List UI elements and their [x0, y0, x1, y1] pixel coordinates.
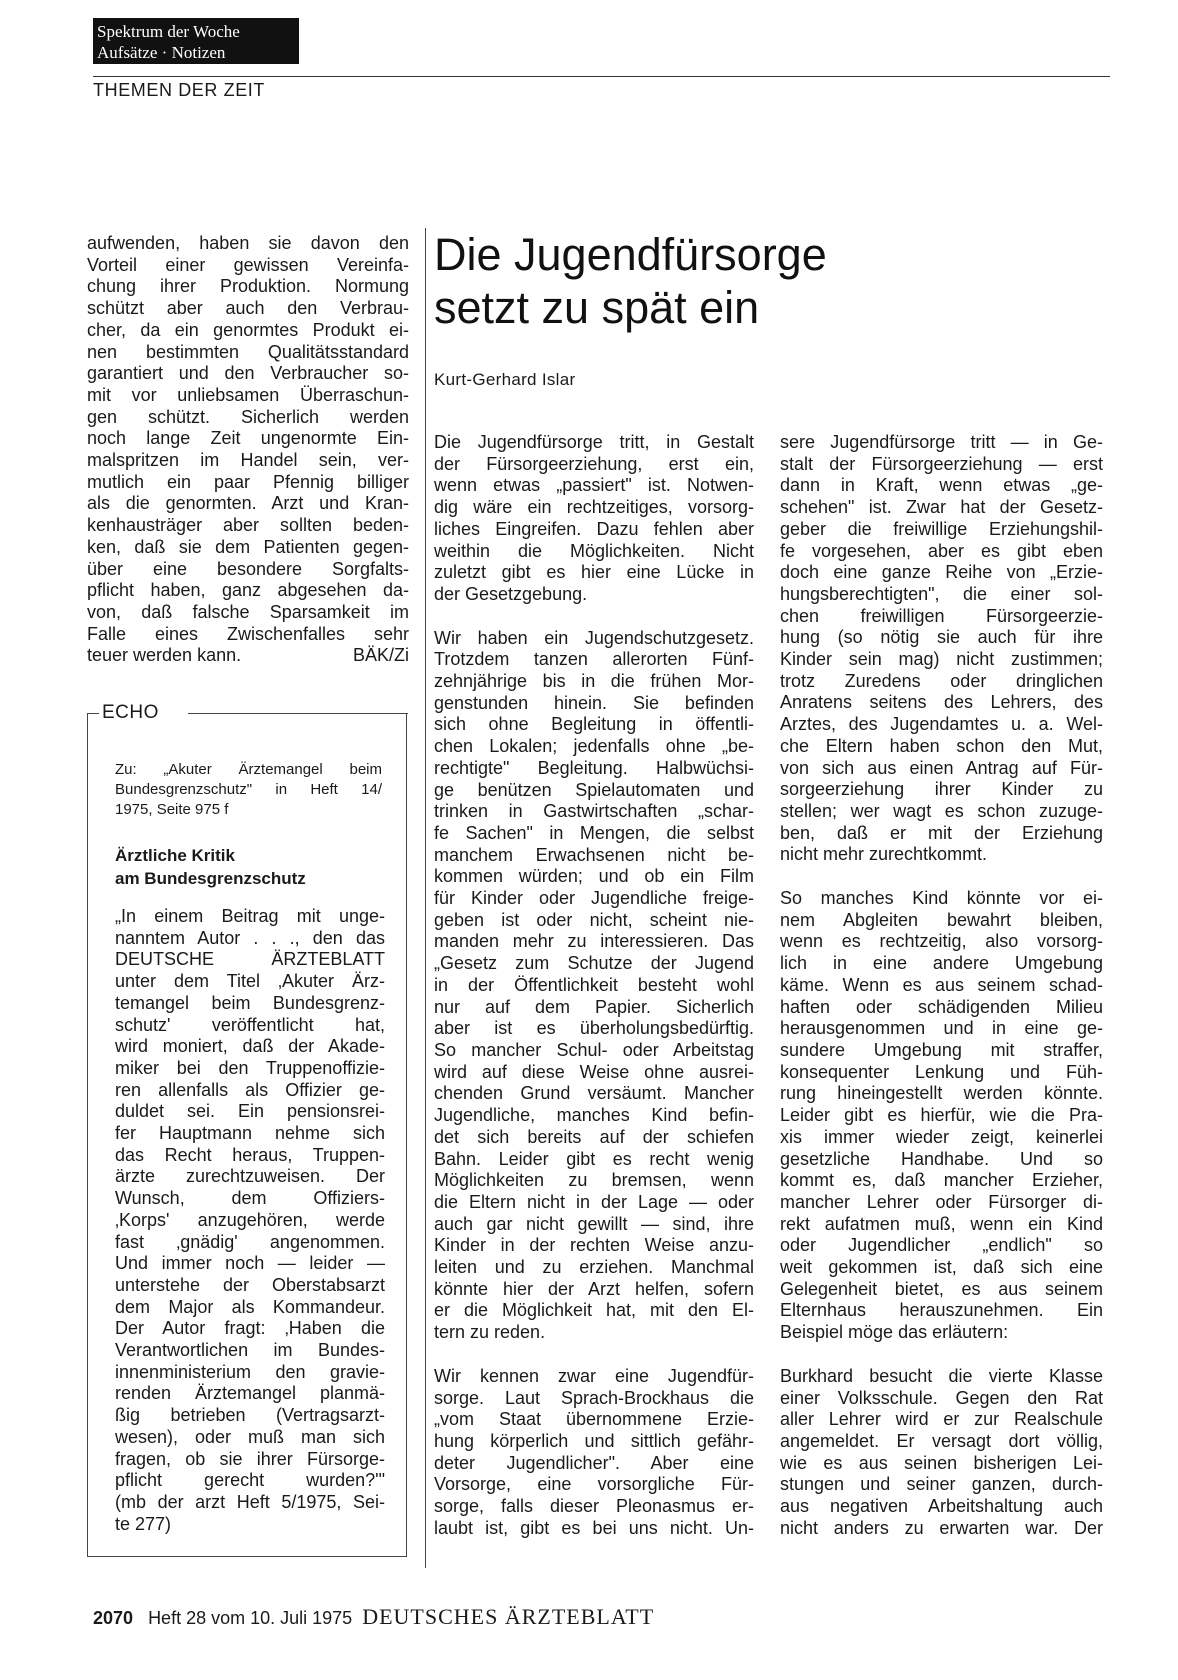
- text-line: nanntem Autor . . ., den das: [115, 927, 385, 948]
- echo-reference: [115, 760, 382, 820]
- text-line: Kinder in der rechten Weise anzu-: [434, 1235, 754, 1256]
- text-line: trotz Zuredens oder dringlichen: [780, 670, 1103, 691]
- left-article-last-line: teuer werden kann.: [87, 645, 242, 666]
- masthead: [93, 18, 299, 64]
- text-line: ge benützen Spielautomaten und: [434, 779, 754, 800]
- text-line: Kinder sein mag) nicht zustimmen;: [780, 649, 1103, 670]
- text-line: zuletzt gibt es hier eine Lücke in: [434, 562, 754, 583]
- text-line: liches Eingreifen. Dazu fehlen aber: [434, 518, 754, 539]
- header-rule: [93, 76, 1110, 77]
- text-line: ken, daß sie dem Patienten gegen-: [87, 536, 409, 557]
- text-line: dann in Kraft, wenn etwas „ge-: [780, 475, 1103, 496]
- text-line: malspritzen im Handel sein, ver-: [87, 450, 409, 471]
- text-line: sorge. Laut Sprach-Brockhaus die: [434, 1387, 754, 1408]
- text-line: die Eltern nicht in der Lage — oder: [434, 1191, 754, 1212]
- text-line: Jugendliche, manches Kind befin-: [434, 1105, 754, 1126]
- text-line: leiten und zu erziehen. Manchmal: [434, 1257, 754, 1278]
- text-line: doch eine ganze Reihe von „Erzie-: [780, 562, 1103, 583]
- text-line: temangel beim Bundesgrenz-: [115, 992, 385, 1013]
- text-line: ‚Korps' anzugehören, werde: [115, 1209, 385, 1230]
- left-article-last-row: [87, 645, 409, 667]
- text-line: Trotzdem tanzen allerorten Fünf-: [434, 649, 754, 670]
- text-line: Bahn. Leider gibt es recht wenig: [434, 1148, 754, 1169]
- text-line: Arztes, des Jugendamtes u. a. Wel-: [780, 714, 1103, 735]
- text-line: noch lange Zeit ungenormte Ein-: [87, 428, 409, 449]
- text-line: hung körperlich und sittlich gefähr-: [434, 1430, 754, 1451]
- article-paragraph: [434, 1366, 754, 1540]
- text-line: Möglichkeiten zu bremsen, wenn: [434, 1170, 754, 1191]
- text-line: haften oder schädigenden Milieu: [780, 996, 1103, 1017]
- text-line: Zu: „Akuter Ärztemangel beim: [115, 761, 382, 778]
- page-number: 2070: [93, 1608, 134, 1628]
- text-line: So manches Kind könnte vor ei-: [780, 888, 1103, 909]
- text-line: gen schützt. Sicherlich werden: [87, 406, 409, 427]
- article-title-line-2: setzt zu spät ein: [434, 282, 760, 333]
- text-line: laubt ist, gibt es bei uns nicht. Un-: [434, 1517, 754, 1538]
- left-article-signature: BÄK/Zi: [352, 645, 409, 666]
- echo-heading: [115, 844, 306, 890]
- text-line: innenministerium den gravie-: [115, 1361, 385, 1382]
- article-author: Kurt-Gerhard Islar: [434, 370, 576, 389]
- echo-paragraph: [115, 906, 385, 1535]
- text-line: deter Jugendlicher". Aber eine: [434, 1452, 754, 1473]
- text-line: weit gekommen ist, daß sich eine: [780, 1257, 1103, 1278]
- left-article-paragraph: [87, 233, 409, 645]
- text-line: Vorteil einer gewissen Vereinfa-: [87, 254, 409, 275]
- text-line: kenhausträger aber sollten beden-: [87, 515, 409, 536]
- text-line: wenn etwas „passiert" ist. Notwen-: [434, 475, 754, 496]
- text-line: mancher Lehrer oder Fürsorger di-: [780, 1191, 1103, 1212]
- text-line: fast ‚gnädig' angenommen.: [115, 1231, 385, 1252]
- text-line: kommt es, daß mancher Erzieher,: [780, 1170, 1103, 1191]
- article-middle-column: [434, 432, 754, 1539]
- text-line: sorgeerziehung ihrer Kinder zu: [780, 779, 1103, 800]
- column-divider: [425, 228, 426, 1568]
- text-line: rung hineingestellt werden könnte.: [780, 1083, 1103, 1104]
- text-line: wird moniert, daß der Akade-: [115, 1036, 385, 1057]
- text-line: fragen, ob sie ihrer Fürsorge-: [115, 1448, 385, 1469]
- text-line: er die Möglichkeit hat, mit den El-: [434, 1300, 754, 1321]
- text-line: dig wäre ein rechtzeitiges, vorsorg-: [434, 497, 754, 518]
- text-line: unter dem Titel ‚Akuter Ärz-: [115, 971, 385, 992]
- text-line: von sich aus einen Antrag auf Für-: [780, 757, 1103, 778]
- text-line: (mb der arzt Heft 5/1975, Sei-: [115, 1491, 385, 1512]
- text-line: käme. Wenn es aus seinem schad-: [780, 974, 1103, 995]
- text-line: schutz' veröffentlicht hat,: [115, 1014, 385, 1035]
- text-line: rechtigte" Begleitung. Halbwüchsi-: [434, 757, 754, 778]
- text-line: Wir kennen zwar eine Jugendfür-: [434, 1365, 754, 1386]
- text-line: Gelegenheit bietet, es aus seinem: [780, 1278, 1103, 1299]
- text-line: fe Sachen" in Mengen, die selbst: [434, 822, 754, 843]
- text-line: chung ihrer Produktion. Normung: [87, 276, 409, 297]
- text-line: aber ist es überholungsbedürftig.: [434, 1018, 754, 1039]
- text-line: det sich bereits auf der schiefen: [434, 1126, 754, 1147]
- text-line: das Recht heraus, Truppen-: [115, 1144, 385, 1165]
- text-line: mit vor unliebsamen Überraschun-: [87, 384, 409, 405]
- article-paragraph: [780, 888, 1103, 1344]
- text-line: Falle eines Zwischenfalles sehr: [87, 623, 409, 644]
- text-line: nen bestimmten Qualitätsstandard: [87, 341, 409, 362]
- masthead-line-1: Spektrum der Woche: [97, 22, 240, 41]
- text-line: wird auf diese Weise ohne ausrei-: [434, 1061, 754, 1082]
- text-line: wesen), oder muß man sich: [115, 1426, 385, 1447]
- text-line: Burkhard besucht die vierte Klasse: [780, 1365, 1103, 1386]
- text-line: Leider gibt es hierfür, wie die Pra-: [780, 1105, 1103, 1126]
- article-right-column: [780, 432, 1103, 1539]
- text-line: tern zu reden.: [434, 1322, 546, 1343]
- text-line: hungsberechtigten", die einer sol-: [780, 583, 1103, 604]
- text-line: ärzte zurechtzuweisen. Der: [115, 1166, 385, 1187]
- text-line: nicht anders zu erwarten war. Der: [780, 1517, 1103, 1538]
- text-line: chenden Grund versäumt. Mancher: [434, 1083, 754, 1104]
- text-line: pflicht gerecht wurden?'": [115, 1470, 385, 1491]
- section-title: THEMEN DER ZEIT: [93, 80, 266, 100]
- echo-body: [115, 906, 385, 1535]
- text-line: ren allenfalls als Offizier ge-: [115, 1079, 385, 1100]
- text-line: duldet sei. Ein pensionsrei-: [115, 1101, 385, 1122]
- text-line: Anratens seitens des Lehrers, des: [780, 692, 1103, 713]
- text-line: lich in eine andere Umgebung: [780, 953, 1103, 974]
- text-line: trinken in Gastwirtschaften „schar-: [434, 801, 754, 822]
- text-line: geber die freiwillige Erziehungshil-: [780, 518, 1103, 539]
- text-line: nem Abgleiten bewahrt bleiben,: [780, 909, 1103, 930]
- article-paragraph: [780, 1366, 1103, 1540]
- echo-heading-line-2: am Bundesgrenzschutz: [115, 869, 306, 888]
- text-line: für Kinder oder Jugendliche freige-: [434, 888, 754, 909]
- text-line: renden Ärztemangel planmä-: [115, 1383, 385, 1404]
- echo-label: ECHO: [102, 702, 159, 723]
- page-footer: [93, 1604, 654, 1630]
- text-line: Wir haben ein Jugendschutzgesetz.: [434, 627, 754, 648]
- text-line: „In einem Beitrag mit unge-: [115, 906, 385, 926]
- text-line: gesetzliche Handhabe. Und so: [780, 1148, 1103, 1169]
- text-line: stellen; wer wagt es schon zuzuge-: [780, 800, 1103, 821]
- paragraph-gap: [780, 1344, 1103, 1366]
- article-paragraph: [434, 628, 754, 1344]
- text-line: chen Lokalen; jedenfalls ohne „be-: [434, 736, 754, 757]
- text-line: der Gesetzgebung.: [434, 583, 588, 604]
- text-line: Und immer noch — leider —: [115, 1253, 385, 1274]
- text-line: wenn es rechtzeitig, also vorsorg-: [780, 931, 1103, 952]
- text-line: sere Jugendfürsorge tritt — in Ge-: [780, 432, 1103, 452]
- text-line: manden mehr zu interessieren. Das: [434, 931, 754, 952]
- text-line: hung (so nötig sie auch für ihre: [780, 627, 1103, 648]
- paragraph-gap: [780, 866, 1103, 888]
- text-line: sundere Umgebung mit straffer,: [780, 1039, 1103, 1060]
- text-line: Verantwortlichen im Bundes-: [115, 1340, 385, 1361]
- text-line: miker bei den Truppenoffizie-: [115, 1057, 385, 1078]
- text-line: nicht mehr zurechtkommt.: [780, 844, 988, 865]
- masthead-line-2: Aufsätze · Notizen: [97, 43, 226, 62]
- text-line: DEUTSCHE ÄRZTEBLATT: [115, 949, 385, 970]
- text-line: Die Jugendfürsorge tritt, in Gestalt: [434, 432, 754, 452]
- text-line: der Fürsorgeerziehung, erst ein,: [434, 453, 754, 474]
- text-line: oder Jugendlicher „endlich" so: [780, 1235, 1103, 1256]
- text-line: konsequenter Lenkung und Füh-: [780, 1061, 1103, 1082]
- text-line: 1975, Seite 975 f: [115, 801, 229, 818]
- text-line: dem Major als Kommandeur.: [115, 1296, 385, 1317]
- text-line: pflicht haben, ganz abgesehen da-: [87, 580, 409, 601]
- text-line: che Eltern haben schon den Mut,: [780, 735, 1103, 756]
- text-line: stungen und seiner ganzen, durch-: [780, 1474, 1103, 1495]
- text-line: schehen" ist. Zwar hat der Gesetz-: [780, 497, 1103, 518]
- text-line: „Gesetz zum Schutze der Jugend: [434, 953, 754, 974]
- text-line: Bundesgrenzschutz" in Heft 14/: [115, 781, 382, 798]
- text-line: te 277): [115, 1513, 172, 1534]
- text-line: stalt der Fürsorgeerziehung — erst: [780, 453, 1103, 474]
- left-article: [87, 233, 409, 667]
- text-line: manchem Erwachsenen nicht be-: [434, 844, 754, 865]
- text-line: mutlich ein paar Pfennig billiger: [87, 471, 409, 492]
- text-line: herausgenommen und in eine ge-: [780, 1018, 1103, 1039]
- text-line: einer Volksschule. Gegen den Rat: [780, 1387, 1103, 1408]
- echo-heading-line-1: Ärztliche Kritik: [115, 846, 235, 865]
- text-line: angemeldet. Er versagt dort völlig,: [780, 1430, 1103, 1451]
- text-line: auch gar nicht gewillt — sind, ihre: [434, 1213, 754, 1234]
- text-line: ben, daß er mit der Erziehung: [780, 822, 1103, 843]
- text-line: Elternhaus herauszunehmen. Ein: [780, 1300, 1103, 1321]
- text-line: sorge, falls dieser Pleonasmus er-: [434, 1496, 754, 1517]
- text-line: So mancher Schul- oder Arbeitstag: [434, 1039, 754, 1060]
- text-line: cher, da ein genormtes Produkt ei-: [87, 319, 409, 340]
- text-line: als die genormten. Arzt und Kran-: [87, 493, 409, 514]
- text-line: chen freiwilligen Fürsorgeerzie-: [780, 605, 1103, 626]
- text-line: fe vorgesehen, aber es gibt eben: [780, 540, 1103, 561]
- text-line: Der Autor fragt: ‚Haben die: [115, 1318, 385, 1339]
- text-line: aller Lehrer wird er zur Realschule: [780, 1409, 1103, 1430]
- text-line: über eine besondere Sorgfalts-: [87, 558, 409, 579]
- text-line: weithin die Möglichkeiten. Nicht: [434, 540, 754, 561]
- text-line: kommen würden; und ob ein Film: [434, 866, 754, 887]
- text-line: von, daß falsche Sparsamkeit im: [87, 601, 409, 622]
- text-line: geben ist oder nicht, scheint nie-: [434, 909, 754, 930]
- text-line: ßig betrieben (Vertragsarzt-: [115, 1405, 385, 1426]
- text-line: Wunsch, dem Offiziers-: [115, 1188, 385, 1209]
- article-paragraph: [434, 432, 754, 606]
- text-line: schützt aber auch den Verbrau-: [87, 298, 409, 319]
- article-title: [434, 228, 827, 334]
- text-line: rekt aufatmen muß, wenn ein Kind: [780, 1213, 1103, 1234]
- text-line: wie es aus seinen bisherigen Lei-: [780, 1452, 1103, 1473]
- text-line: Vorsorge, eine vorsorgliche Für-: [434, 1474, 754, 1495]
- text-line: in der Öffentlichkeit besteht wohl: [434, 974, 754, 995]
- text-line: zehnjährige bis in die frühen Mor-: [434, 671, 754, 692]
- text-line: sich ohne Begleitung in öffentli-: [434, 714, 754, 735]
- text-line: aus negativen Arbeitshaltung auch: [780, 1496, 1103, 1517]
- text-line: xis immer wieder zeigt, keinerlei: [780, 1126, 1103, 1147]
- text-line: garantiert und den Verbraucher so-: [87, 363, 409, 384]
- text-line: nur auf dem Papier. Sicherlich: [434, 996, 754, 1017]
- text-line: fer Hauptmann nehme sich: [115, 1123, 385, 1144]
- article-title-line-1: Die Jugendfürsorge: [434, 229, 827, 280]
- text-line: unterstehe der Oberstabsarzt: [115, 1274, 385, 1295]
- text-line: „vom Staat übernommene Erzie-: [434, 1409, 754, 1430]
- article-paragraph: [780, 432, 1103, 866]
- paragraph-gap: [434, 1344, 754, 1366]
- text-line: aufwenden, haben sie davon den: [87, 233, 409, 253]
- text-line: genstunden hinein. Sie befinden: [434, 692, 754, 713]
- issue-info: Heft 28 vom 10. Juli 1975: [148, 1608, 353, 1628]
- paragraph-gap: [434, 606, 754, 628]
- text-line: könnte hier der Arzt helfen, sofern: [434, 1278, 754, 1299]
- text-line: Beispiel möge das erläutern:: [780, 1322, 1009, 1343]
- magazine-name: DEUTSCHES ÄRZTEBLATT: [362, 1604, 655, 1629]
